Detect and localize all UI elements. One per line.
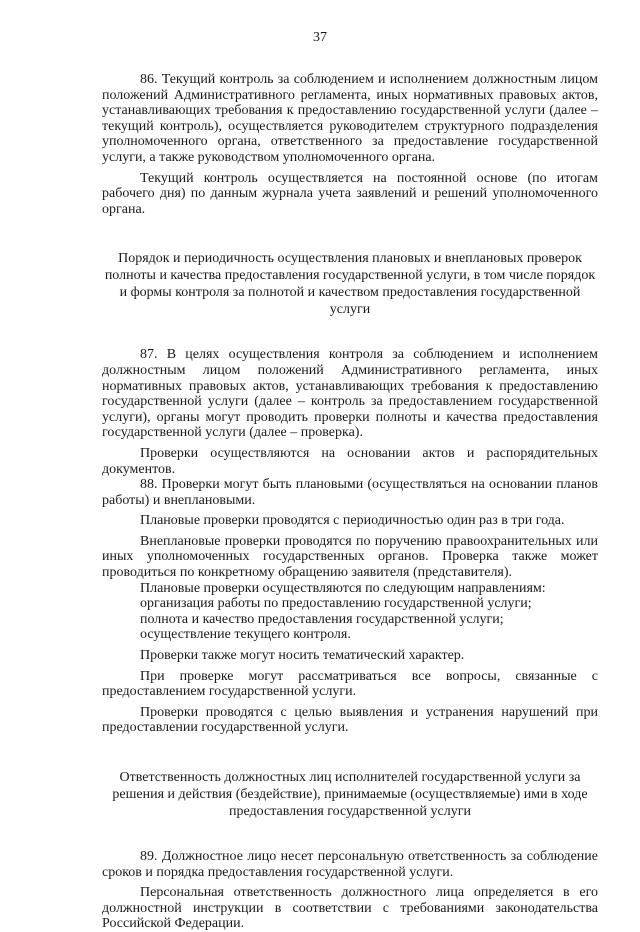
list-item: полнота и качество предоставления государственной услуги; — [140, 611, 504, 627]
section-heading-responsibility: Ответственность должностных лиц исполнителей государственной услуги за решения и действия (бездействие), принимаемые (осуществляемые) ими в ходе предоставления государственной услуги — [112, 770, 588, 819]
paragraph-directions: Плановые проверки осуществляются по следующим направлениям: — [140, 580, 546, 596]
paragraph-unplanned: Внеплановые проверки проводятся по поручению правоохранительных или иных уполномоченных государственных органов. Проверка также может проводиться по конкретному обращению заявителя (представителя). — [102, 533, 598, 581]
list-item: осуществление текущего контроля. — [140, 627, 351, 643]
paragraph-86: 86. Текущий контроль за соблюдением и исполнением должностным лицом положений Административного регламента, иных нормативных правовых актов, устанавливающих требования к предоставлению государственной услуги (далее – текущий контроль), осуществляется руководителем структурного подразделения уполномоченного органа, ответственного за предоставление государственной услуги, а также руководством уполномоченного органа. — [102, 72, 598, 165]
paragraph-thematic: Проверки также могут носить тематический характер. — [140, 648, 465, 664]
paragraph-inspection-basis: Проверки осуществляются на основании актов и распорядительных документов. — [102, 445, 598, 477]
paragraph-planned-frequency: Плановые проверки проводятся с периодичностью один раз в три года. — [140, 513, 565, 529]
paragraph-purpose: Проверки проводятся с целью выявления и устранения нарушений при предоставлении государственной услуги. — [102, 704, 598, 736]
page-number: 37 — [313, 30, 327, 45]
paragraph-current-control: Текущий контроль осуществляется на постоянной основе (по итогам рабочего дня) по данным журнала учета заявлений и решений уполномоченного органа. — [102, 170, 598, 217]
paragraph-89: 89. Должностное лицо несет персональную ответственность за соблюдение сроков и порядка предоставления государственной услуги. — [102, 849, 598, 880]
paragraph-88: 88. Проверки могут быть плановыми (осуществляться на основании планов работы) и внеплановыми. — [102, 477, 598, 508]
paragraph-questions: При проверке могут рассматриваться все вопросы, связанные с предоставлением государственной услуги. — [102, 668, 598, 700]
paragraph-87: 87. В целях осуществления контроля за соблюдением и исполнением должностным лицом положений Административного регламента, иных нормативных правовых актов, устанавливающих требования к предоставлению государственной услуги (далее – контроль за предоставлением государственной услуги), органы могут проводить проверки полноты и качества предоставления государственной услуги (далее – проверка). — [102, 347, 598, 441]
list-item: организация работы по предоставлению государственной услуги; — [140, 596, 532, 612]
paragraph-personal-responsibility: Персональная ответственность должностного лица определяется в его должностной инструкции в соответствии с требованиями законодательства Российской Федерации. — [102, 885, 598, 932]
section-heading-inspections: Порядок и периодичность осуществления плановых и внеплановых проверок полноты и качества предоставления государственной услуги, в том числе порядок и формы контроля за полнотой и качеством предоставления государственной услуги — [104, 251, 596, 318]
